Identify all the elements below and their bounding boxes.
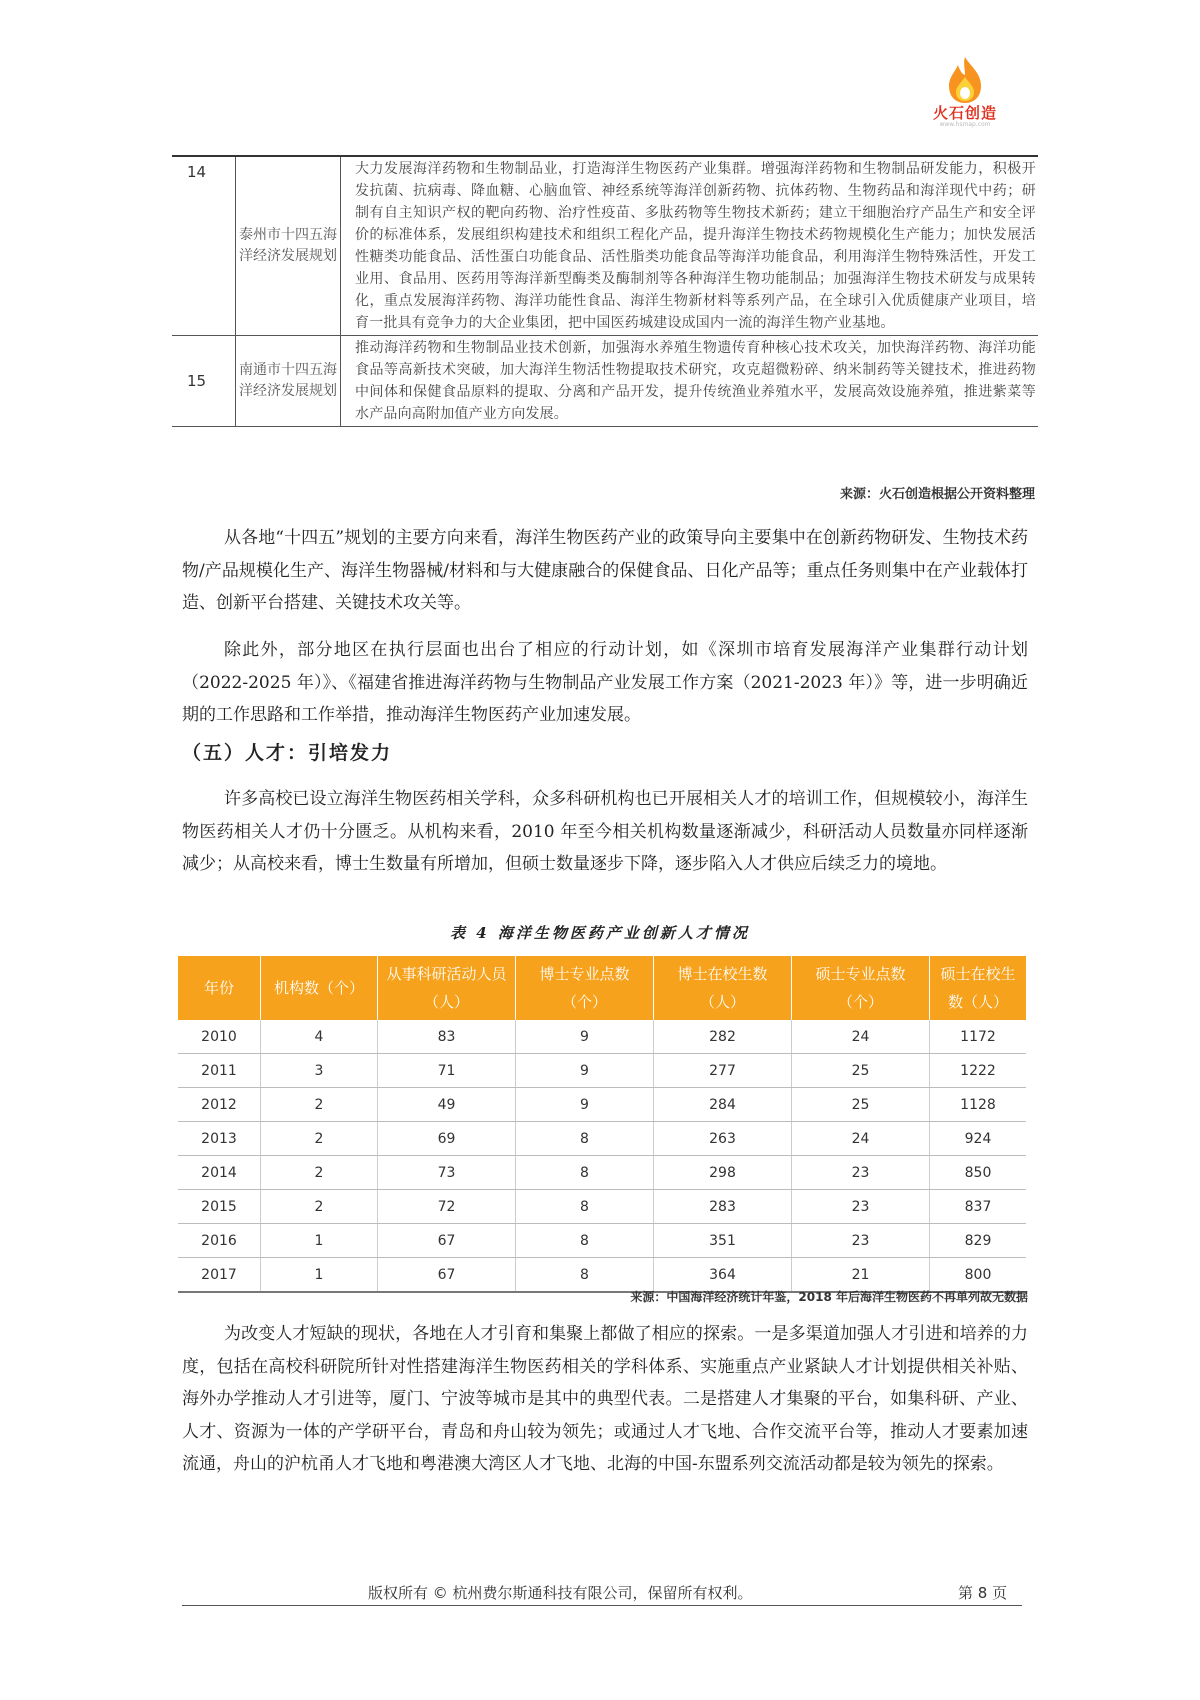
policy-row-description: 大力发展海洋药物和生物制品业，打造海洋生物医药产业集群。增强海洋药物和生物制品研发能力，积极开发抗菌、抗病毒、降血糖、心脑血管、神经系统等海洋创新药物、抗体药物、生物药品和海洋现代中药；研制有自主知识产权的靶向药物、治疗性疫苗、多肽药物等生物技术新药；建立干细胞治疗产品生产和安全评价的标准体系，发展组织构建技术和组织工程化产品，提升海洋生物技术药物规模化生产能力；加快发展活性糖类功能食品、活性蛋白功能食品、活性脂类功能食品等海洋功能食品，利用海洋生物特殊活性，开发工业用、食品用、医药用等海洋新型酶类及酶制剂等各种海洋生物功能制品；加强海洋生物技术研发与成果转化，重点发展海洋药物、海洋功能性食品、海洋生物新材料等系列产品，在全球引入优质健康产业项目，培育一批具有竞争力的大企业集团，把中国医药城建设成国内一流的海洋生物产业基地。 (341, 156, 1039, 336)
header-phd-programs: 博士专业点数（个） (516, 956, 654, 1020)
policy-row-number: 14 (172, 156, 236, 336)
table-cell: 8 (516, 1122, 654, 1156)
table-cell: 2 (261, 1122, 378, 1156)
table-row (178, 1088, 1026, 1122)
table-cell: 364 (654, 1258, 792, 1293)
table-caption: 表 4 海洋生物医药产业创新人才情况 (450, 924, 750, 942)
table-row (178, 1156, 1026, 1190)
header-researchers: 从事科研活动人员（人） (378, 956, 516, 1020)
policy-table (172, 155, 1038, 427)
table-cell: 73 (378, 1156, 516, 1190)
table-cell: 283 (654, 1190, 792, 1224)
talent-table (178, 956, 1026, 1293)
policy-row-name: 南通市十四五海洋经济发展规划 (236, 336, 341, 427)
table-cell: 4 (261, 1020, 378, 1054)
table-cell: 72 (378, 1190, 516, 1224)
table-cell: 23 (792, 1190, 930, 1224)
footer-divider (182, 1605, 1022, 1606)
table-row (178, 1054, 1026, 1088)
table-cell: 25 (792, 1088, 930, 1122)
table-cell: 67 (378, 1224, 516, 1258)
table-cell: 2 (261, 1156, 378, 1190)
section-heading: （五）人才：引培发力 (182, 742, 393, 764)
table-cell: 2 (261, 1190, 378, 1224)
table-cell: 25 (792, 1054, 930, 1088)
table-cell: 924 (930, 1122, 1027, 1156)
table-cell: 23 (792, 1156, 930, 1190)
logo-name: 火石创造 (932, 104, 997, 122)
page-number: 第 8 页 (958, 1584, 1008, 1602)
paragraph: 从各地“十四五”规划的主要方向来看，海洋生物医药产业的政策导向主要集中在创新药物研发、生物技术药物/产品规模化生产、海洋生物器械/材料和与大健康融合的保健食品、日化产品等；重点任务则集中在产业载体打造、创新平台搭建、关键技术攻关等。 (182, 528, 1028, 613)
policy-row (172, 156, 1038, 336)
table-cell: 2014 (178, 1156, 261, 1190)
table-cell: 23 (792, 1224, 930, 1258)
table-cell: 2010 (178, 1020, 261, 1054)
table-cell: 837 (930, 1190, 1027, 1224)
table-cell: 24 (792, 1122, 930, 1156)
table-cell: 21 (792, 1258, 930, 1293)
header-master-students: 硕士在校生数（人） (930, 956, 1027, 1020)
policy-table-source: 来源：火石创造根据公开资料整理 (839, 487, 1035, 502)
paragraph: 除此外，部分地区在执行层面也出台了相应的行动计划，如《深圳市培育发展海洋产业集群行动计划（2022-2025 年）》、《福建省推进海洋药物与生物制品产业发展工作方案（2021-2023 年）》等，进一步明确近期的工作思路和工作举措，推动海洋生物医药产业加速发展。 (182, 640, 1028, 725)
header-master-programs: 硕士专业点数（个） (792, 956, 930, 1020)
table-row (178, 1190, 1026, 1224)
table-cell: 2013 (178, 1122, 261, 1156)
table-cell: 282 (654, 1020, 792, 1054)
table-cell: 1 (261, 1224, 378, 1258)
table-cell: 71 (378, 1054, 516, 1088)
table-cell: 277 (654, 1054, 792, 1088)
paragraph: 为改变人才短缺的现状，各地在人才引育和集聚上都做了相应的探索。一是多渠道加强人才引进和培养的力度，包括在高校科研院所针对性搭建海洋生物医药相关的学科体系、实施重点产业紧缺人才计划提供相关补贴、海外办学推动人才引进等，厦门、宁波等城市是其中的典型代表。二是搭建人才集聚的平台，如集科研、产业、人才、资源为一体的产学研平台，青岛和舟山较为领先；或通过人才飞地、合作交流平台等，推动人才要素加速流通，舟山的沪杭甬人才飞地和粤港澳大湾区人才飞地、北海的中国-东盟系列交流活动都是较为领先的探索。 (182, 1324, 1028, 1474)
table-row (178, 1224, 1026, 1258)
copyright-text: 版权所有 © 杭州费尔斯通科技有限公司，保留所有权利。 (368, 1584, 753, 1602)
table-cell: 2012 (178, 1088, 261, 1122)
table-cell: 2016 (178, 1224, 261, 1258)
talent-table-source: 来源：中国海洋经济统计年鉴，2018 年后海洋生物医药不再单列故无数据 (630, 1290, 1028, 1304)
paragraph: 许多高校已设立海洋生物医药相关学科，众多科研机构也已开展相关人才的培训工作，但规模较小，海洋生物医药相关人才仍十分匮乏。从机构来看，2010 年至今相关机构数量逐渐减少，科研活动人员数量亦同样逐渐减少；从高校来看，博士生数量有所增加，但硕士数量逐步下降，逐步陷入人才供应后续乏力的境地。 (182, 789, 1028, 874)
table-cell: 8 (516, 1258, 654, 1293)
header-phd-students: 博士在校生数（人） (654, 956, 792, 1020)
table-cell: 83 (378, 1020, 516, 1054)
table-row (178, 1258, 1026, 1293)
table-cell: 3 (261, 1054, 378, 1088)
table-cell: 8 (516, 1224, 654, 1258)
company-logo (905, 55, 1025, 140)
table-cell: 2 (261, 1088, 378, 1122)
table-cell: 1222 (930, 1054, 1027, 1088)
table-cell: 67 (378, 1258, 516, 1293)
table-cell: 1128 (930, 1088, 1027, 1122)
table-cell: 2017 (178, 1258, 261, 1293)
policy-row-number: 15 (172, 336, 236, 427)
table-cell: 2015 (178, 1190, 261, 1224)
table-cell: 9 (516, 1020, 654, 1054)
table-cell: 69 (378, 1122, 516, 1156)
policy-row-name: 泰州市十四五海洋经济发展规划 (236, 156, 341, 336)
table-cell: 829 (930, 1224, 1027, 1258)
header-year: 年份 (178, 956, 261, 1020)
table-cell: 8 (516, 1190, 654, 1224)
table-cell: 263 (654, 1122, 792, 1156)
table-cell: 9 (516, 1088, 654, 1122)
table-cell: 24 (792, 1020, 930, 1054)
table-cell: 49 (378, 1088, 516, 1122)
table-row (178, 1122, 1026, 1156)
policy-row-description: 推动海洋药物和生物制品业技术创新，加强海水养殖生物遗传育种核心技术攻关，加快海洋药物、海洋功能食品等高新技术突破，加大海洋生物活性物提取技术研究，攻克超微粉碎、纳米制药等关键技术，推进药物中间体和保健食品原料的提取、分离和产品开发，提升传统渔业养殖水平，发展高效设施养殖，推进紫菜等水产品向高附加值产业方向发展。 (341, 336, 1039, 427)
table-cell: 2011 (178, 1054, 261, 1088)
table-cell: 1 (261, 1258, 378, 1293)
table-cell: 9 (516, 1054, 654, 1088)
flame-icon (943, 55, 987, 105)
table-cell: 1172 (930, 1020, 1027, 1054)
header-institutions: 机构数（个） (261, 956, 378, 1020)
table-cell: 351 (654, 1224, 792, 1258)
table-row (178, 1020, 1026, 1054)
table-cell: 298 (654, 1156, 792, 1190)
table-header-row (178, 956, 1026, 1020)
logo-url: www.hsmap.com (939, 121, 991, 128)
table-cell: 284 (654, 1088, 792, 1122)
policy-row (172, 336, 1038, 427)
table-cell: 850 (930, 1156, 1027, 1190)
table-cell: 800 (930, 1258, 1027, 1293)
table-cell: 8 (516, 1156, 654, 1190)
